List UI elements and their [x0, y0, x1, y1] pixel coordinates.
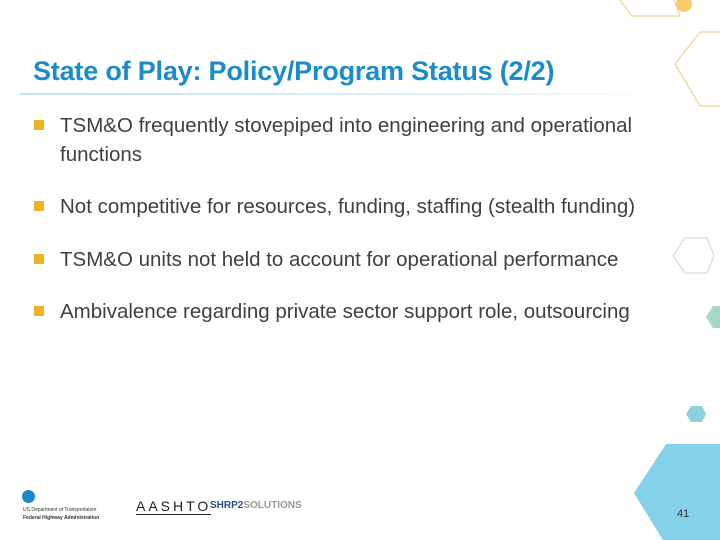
fhwa-name: Federal Highway Administration: [23, 515, 100, 521]
bullet-square-icon: [34, 254, 44, 264]
bullet-item: [34, 112, 654, 169]
bullet-item: [34, 193, 654, 222]
usdot-logo-icon: [22, 490, 35, 503]
bullet-item: [34, 298, 654, 327]
shrp2-logo: [210, 500, 302, 511]
aashto-logo: AASHTO: [136, 498, 212, 514]
solutions-text: SOLUTIONS: [243, 500, 302, 511]
bullet-square-icon: [34, 201, 44, 211]
bullet-text: TSM&O units not held to account for operational performance: [60, 247, 619, 271]
bullet-text: Ambivalence regarding private sector support role, outsourcing: [60, 300, 630, 323]
bullet-text: TSM&O frequently stovepiped into engineering and operational functions: [60, 114, 633, 166]
shrp2-text: SHRP2: [210, 500, 244, 511]
bullet-text: Not competitive for resources, funding, staffing (stealth funding): [60, 195, 636, 218]
page-number: 41: [677, 508, 690, 520]
slide-title: State of Play: Policy/Program Status (2/2): [33, 56, 555, 86]
bullet-item: [34, 246, 654, 275]
bullet-list: [34, 112, 654, 351]
bullet-square-icon: [34, 120, 44, 130]
bullet-square-icon: [34, 306, 44, 316]
title-divider: [20, 93, 660, 95]
usdot-name: US Department of Transportation: [23, 507, 97, 513]
